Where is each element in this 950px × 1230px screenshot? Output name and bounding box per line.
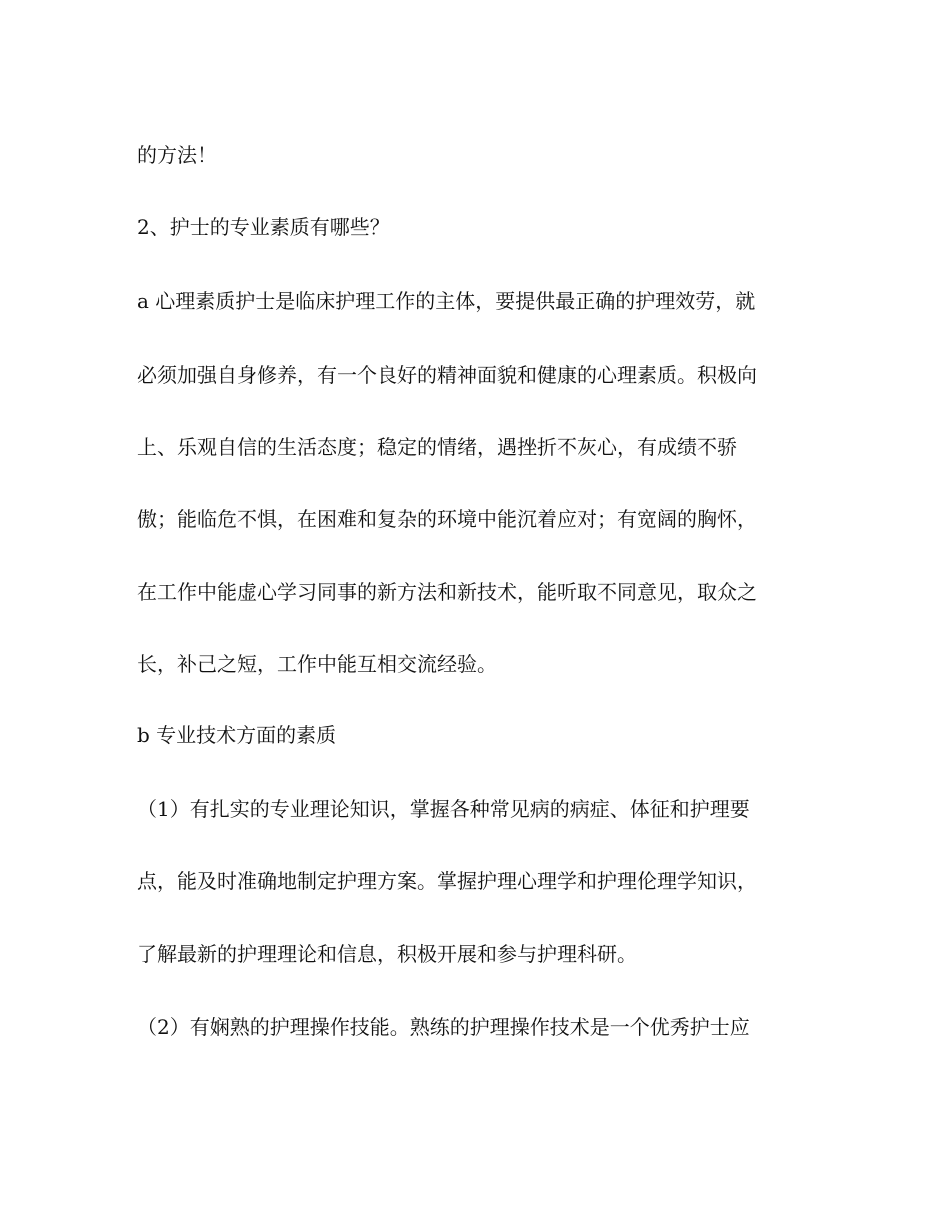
text-line: （2）有娴熟的护理操作技能。熟练的护理操作技术是一个优秀护士应	[137, 1015, 750, 1039]
text-line: 点，能及时准确地制定护理方案。掌握护理心理学和护理伦理学知识，	[137, 869, 757, 893]
text-line: 必须加强自身修养，有一个良好的精神面貌和健康的心理素质。积极向	[137, 363, 757, 387]
text-line: 了解最新的护理理论和信息，积极开展和参与护理科研。	[137, 942, 637, 966]
text-line: 傲；能临危不惧，在困难和复杂的环境中能沉着应对；有宽阔的胸怀，	[137, 507, 757, 531]
text-line: 的方法！	[137, 143, 217, 167]
text-line: a 心理素质护士是临床护理工作的主体，要提供最正确的护理效劳，就	[137, 289, 756, 313]
question-heading: 2、护士的专业素质有哪些？	[137, 215, 390, 239]
text-line: 长，补己之短，工作中能互相交流经验。	[137, 652, 497, 676]
text-line: 在工作中能虚心学习同事的新方法和新技术，能听取不同意见，取众之	[137, 580, 757, 604]
text-line: （1）有扎实的专业理论知识，掌握各种常见病的病症、体征和护理要	[137, 797, 750, 821]
text-line: 上、乐观自信的生活态度；稳定的情绪，遇挫折不灰心，有成绩不骄	[137, 435, 737, 459]
section-heading: b 专业技术方面的素质	[137, 723, 337, 747]
